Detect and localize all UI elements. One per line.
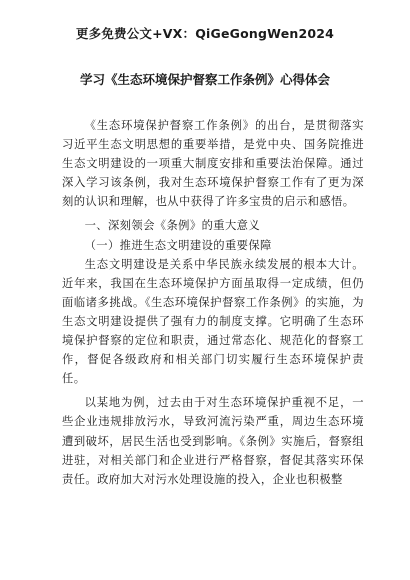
intro-paragraph: 《生态环境保护督察工作条例》的出台，是贯彻落实习近平生态文明思想的重要举措，是党中央、国务院推进生态文明建设的一项重大制度安排和重要法治保障。通过深入学习该条例，我对生态环境保护督察工作有了更为深刻的认识和理解，也从中获得了许多宝贵的启示和感悟。 (62, 119, 364, 209)
document-title: 学习《生态环境保护督察工作条例》心得体会 (79, 72, 330, 87)
document-body (62, 116, 364, 494)
subsection-heading: （一）推进生态文明建设的重要保障 (84, 238, 272, 252)
section-heading: 一、深刻领会《条例》的重大意义 (84, 219, 261, 233)
body-paragraph-2: 以某地为例，过去由于对生态环境保护重视不足，一些企业违规排放污水，导致河流污染严重，周边生态环境遭到破坏，居民生活也受到影响。《条例》实施后，督察组进驻，对相关部门和企业进行严格督察，督促其落实环保责任。政府加大对污水处理设施的投入，企业也积极整 (62, 396, 364, 486)
body-paragraph: 生态文明建设是关系中华民族永续发展的根本大计。近年来，我国在生态环境保护方面虽取得一定成绩，但仍面临诸多挑战。《生态环境保护督察工作条例》的实施，为生态文明建设提供了强有力的制度支撑。它明确了生态环境保护督察的定位和职责，通过常态化、规范化的督察工作，督促各级政府和相关部门切实履行生态环境保护责任。 (62, 257, 364, 386)
promo-banner: 更多免费公文+VX：QiGeGongWen2024 (75, 26, 335, 41)
